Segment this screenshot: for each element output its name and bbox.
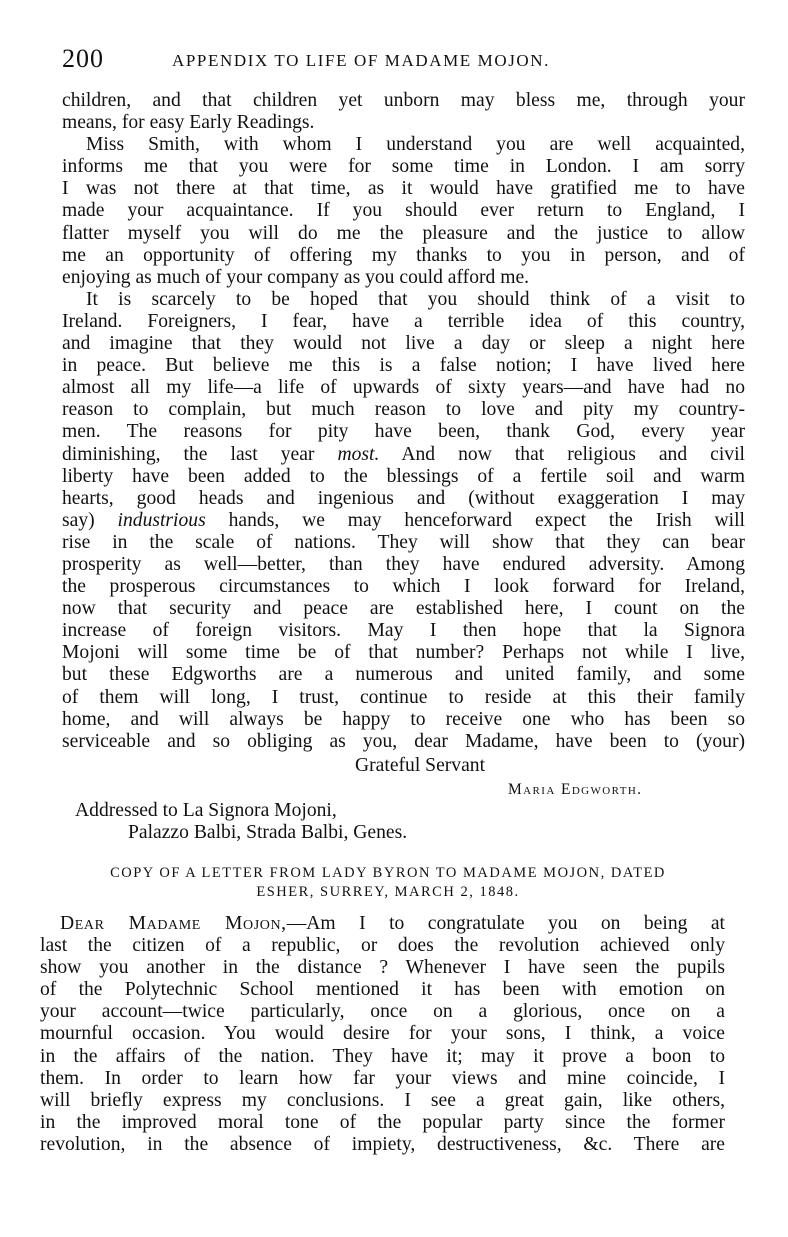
text-line: children, and that children yet unborn may bless me, through your (62, 90, 745, 111)
letter-heading-date: ESHER, SURREY, MARCH 2, 1848. (256, 884, 520, 900)
address-line: Addressed to La Signora Mojoni, (75, 800, 337, 821)
text-line: mournful occasion. You would desire for your sons, I think, a voice (40, 1023, 725, 1045)
text-line: but these Edgworths are a numerous and united family, and some (62, 664, 745, 686)
text-line: reason to complain, but much reason to love and pity my country- (62, 399, 745, 421)
text-line: informs me that you were for some time in London. I am sorry (62, 156, 745, 178)
edgeworth-letter-body (62, 90, 745, 753)
text-line: made your acquaintance. If you should ever return to England, I (62, 200, 745, 222)
text-line: of the Polytechnic School mentioned it has been with emotion on (40, 979, 725, 1001)
text-line: last the citizen of a republic, or does the revolution achieved only (40, 935, 725, 957)
salutation: Dear Madame Mojon, (60, 913, 287, 934)
emphasis-most: most. (337, 443, 380, 465)
text-line: me an opportunity of offering my thanks to you in person, and of (62, 244, 745, 266)
address-line: Palazzo Balbi, Strada Balbi, Genes. (128, 822, 408, 843)
text-line: them. In order to learn how far your views and mine coincide, I (40, 1067, 725, 1089)
text-fragment: And now that religious and civil (401, 443, 745, 465)
text-line (62, 510, 745, 532)
running-head (62, 44, 752, 74)
text-line: of them will long, I trust, continue to reside at this their family (62, 686, 745, 708)
text-fragment: hands, we may henceforward expect the Irish will (228, 509, 745, 531)
text-line: liberty have been added to the blessings of a fertile soil and warm (62, 465, 745, 487)
text-line: serviceable and so obliging as you, dear Madame, have been to (your) (62, 730, 745, 752)
letter-heading: COPY OF A LETTER FROM LADY BYRON TO MADAME MOJON, DATED (110, 865, 666, 881)
text-line: in the improved moral tone of the popular party since the former (40, 1111, 725, 1133)
text-fragment: diminishing, the last year (62, 443, 315, 465)
text-line: It is scarcely to be hoped that you should think of a visit to (86, 288, 745, 310)
text-line: flatter myself you will do me the pleasure and the justice to allow (62, 222, 745, 244)
text-line: Miss Smith, with whom I understand you are well acquainted, (86, 134, 745, 156)
running-title: APPENDIX TO LIFE OF MADAME MOJON. (172, 51, 551, 70)
text-line: your account—twice particularly, once on a glorious, once on a (40, 1001, 725, 1023)
text-line: I was not there at that time, as it would have gratified me to have (62, 178, 745, 200)
emphasis-industrious: industrious (117, 509, 206, 531)
text-line: prosperity as well—better, than they have endured adversity. Among (62, 553, 745, 575)
text-line: men. The reasons for pity have been, thank God, every year (62, 421, 745, 443)
text-line: increase of foreign visitors. May I then hope that la Signora (62, 620, 745, 642)
text-line (40, 913, 725, 935)
text-line: will briefly express my conclusions. I see a great gain, like others, (40, 1089, 725, 1111)
text-line: the prosperous circumstances to which I look forward for Ireland, (62, 576, 745, 598)
byron-letter-body (40, 913, 725, 1156)
text-line (62, 444, 745, 466)
signature: Maria Edgworth. (508, 781, 643, 798)
text-line: almost all my life—a life of upwards of sixty years—and have had no (62, 377, 745, 399)
text-line: and imagine that they would not live a day or sleep a night here (62, 333, 745, 355)
text-fragment: say) (62, 509, 95, 531)
text-line: enjoying as much of your company as you could afford me. (62, 266, 530, 288)
text-line: means, for easy Early Readings. (62, 112, 315, 134)
page-number: 200 (62, 44, 104, 73)
text-line: show you another in the distance ? Whenever I have seen the pupils (40, 957, 725, 979)
valediction: Grateful Servant (355, 755, 486, 776)
text-line: rise in the scale of nations. They will show that they can bear (62, 531, 745, 553)
text-line: hearts, good heads and ingenious and (without exaggeration I may (62, 487, 745, 509)
text-fragment: —Am I to congratulate you on being at (286, 913, 725, 934)
text-line: in peace. But believe me this is a false notion; I have lived here (62, 355, 745, 377)
text-line: revolution, in the absence of impiety, destructiveness, &c. There are (40, 1133, 725, 1155)
text-line: in the affairs of the nation. They have it; may it prove a boon to (40, 1045, 725, 1067)
text-line: Ireland. Foreigners, I fear, have a terrible idea of this country, (62, 310, 745, 332)
text-line: Mojoni will some time be of that number? Perhaps not while I live, (62, 642, 745, 664)
text-line: home, and will always be happy to receive one who has been so (62, 708, 745, 730)
text-line: now that security and peace are established here, I count on the (62, 598, 745, 620)
